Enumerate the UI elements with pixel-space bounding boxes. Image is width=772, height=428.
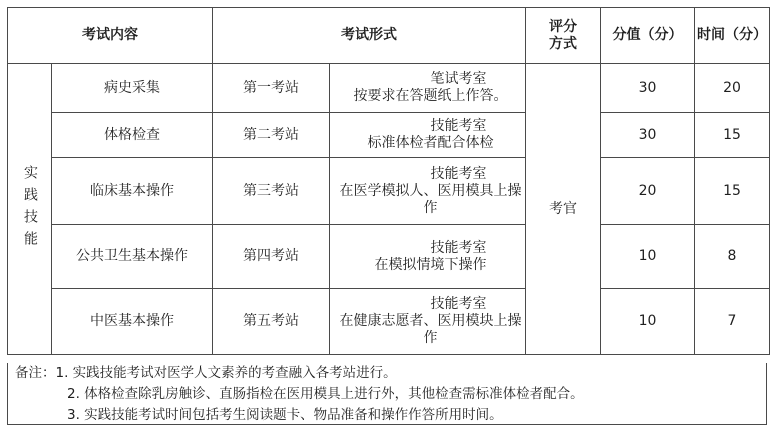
note-line-1	[15, 363, 766, 384]
header-scoring-line2: 方式	[549, 35, 577, 52]
header-form: 考试形式	[213, 8, 526, 64]
header-scoring	[526, 8, 601, 64]
time-cell: 7	[695, 289, 770, 355]
form-desc: 在健康志愿者、医用模块上操作	[339, 313, 522, 346]
form-cell	[330, 113, 526, 158]
form-desc: 按要求在答题纸上作答。	[353, 88, 508, 104]
score-cell: 10	[601, 289, 695, 355]
table-row	[8, 158, 770, 225]
score-cell: 30	[601, 64, 695, 113]
category-cell	[8, 64, 52, 355]
exam-table	[7, 7, 770, 355]
note-line-2	[15, 384, 766, 405]
notes-section	[7, 363, 767, 425]
item-cell: 病史采集	[52, 64, 213, 113]
time-cell: 8	[695, 225, 770, 289]
form-cell	[330, 158, 526, 225]
item-cell: 体格检查	[52, 113, 213, 158]
form-title: 技能考室	[430, 239, 487, 256]
form-title: 技能考室	[430, 165, 487, 182]
note-text: 3. 实践技能考试时间包括考生阅读题卡、物品准备和操作作答所用时间。	[67, 407, 503, 423]
form-title: 技能考室	[430, 296, 487, 312]
note-line-3	[15, 405, 766, 426]
station-cell: 第二考站	[213, 113, 330, 158]
station-cell: 第一考站	[213, 64, 330, 113]
header-time: 时间（分）	[695, 8, 770, 64]
table-row	[8, 113, 770, 158]
table-row	[8, 225, 770, 289]
form-title: 技能考室	[430, 118, 487, 134]
form-title: 笔试考室	[430, 71, 487, 87]
note-text: 2. 体格检查除乳房触诊、直肠指检在医用模具上进行外，其他检查需标准体检者配合。	[67, 386, 584, 402]
station-cell: 第三考站	[213, 158, 330, 225]
header-score: 分值（分）	[601, 8, 695, 64]
form-desc: 在医学模拟人、医用模具上操作	[339, 182, 522, 216]
form-cell	[330, 289, 526, 355]
notes-label: 备注：	[15, 365, 56, 381]
station-cell: 第四考站	[213, 225, 330, 289]
score-cell: 20	[601, 158, 695, 225]
form-desc: 在模拟情境下操作	[374, 256, 487, 273]
header-row	[8, 8, 770, 64]
header-scoring-line1: 评分	[549, 18, 577, 35]
category-label: 实践技能	[22, 165, 38, 253]
scoring-method-cell: 考官	[526, 64, 601, 355]
table-row	[8, 64, 770, 113]
form-desc: 标准体检者配合体检	[367, 135, 494, 151]
form-cell	[330, 225, 526, 289]
time-cell: 15	[695, 158, 770, 225]
station-cell: 第五考站	[213, 289, 330, 355]
score-cell: 10	[601, 225, 695, 289]
score-cell: 30	[601, 113, 695, 158]
table-row	[8, 289, 770, 355]
note-text: 1. 实践技能考试对医学人文素养的考查融入各考站进行。	[55, 365, 397, 381]
time-cell: 15	[695, 113, 770, 158]
form-cell	[330, 64, 526, 113]
header-content: 考试内容	[8, 8, 213, 64]
item-cell: 临床基本操作	[52, 158, 213, 225]
time-cell: 20	[695, 64, 770, 113]
item-cell: 公共卫生基本操作	[52, 225, 213, 289]
item-cell: 中医基本操作	[52, 289, 213, 355]
